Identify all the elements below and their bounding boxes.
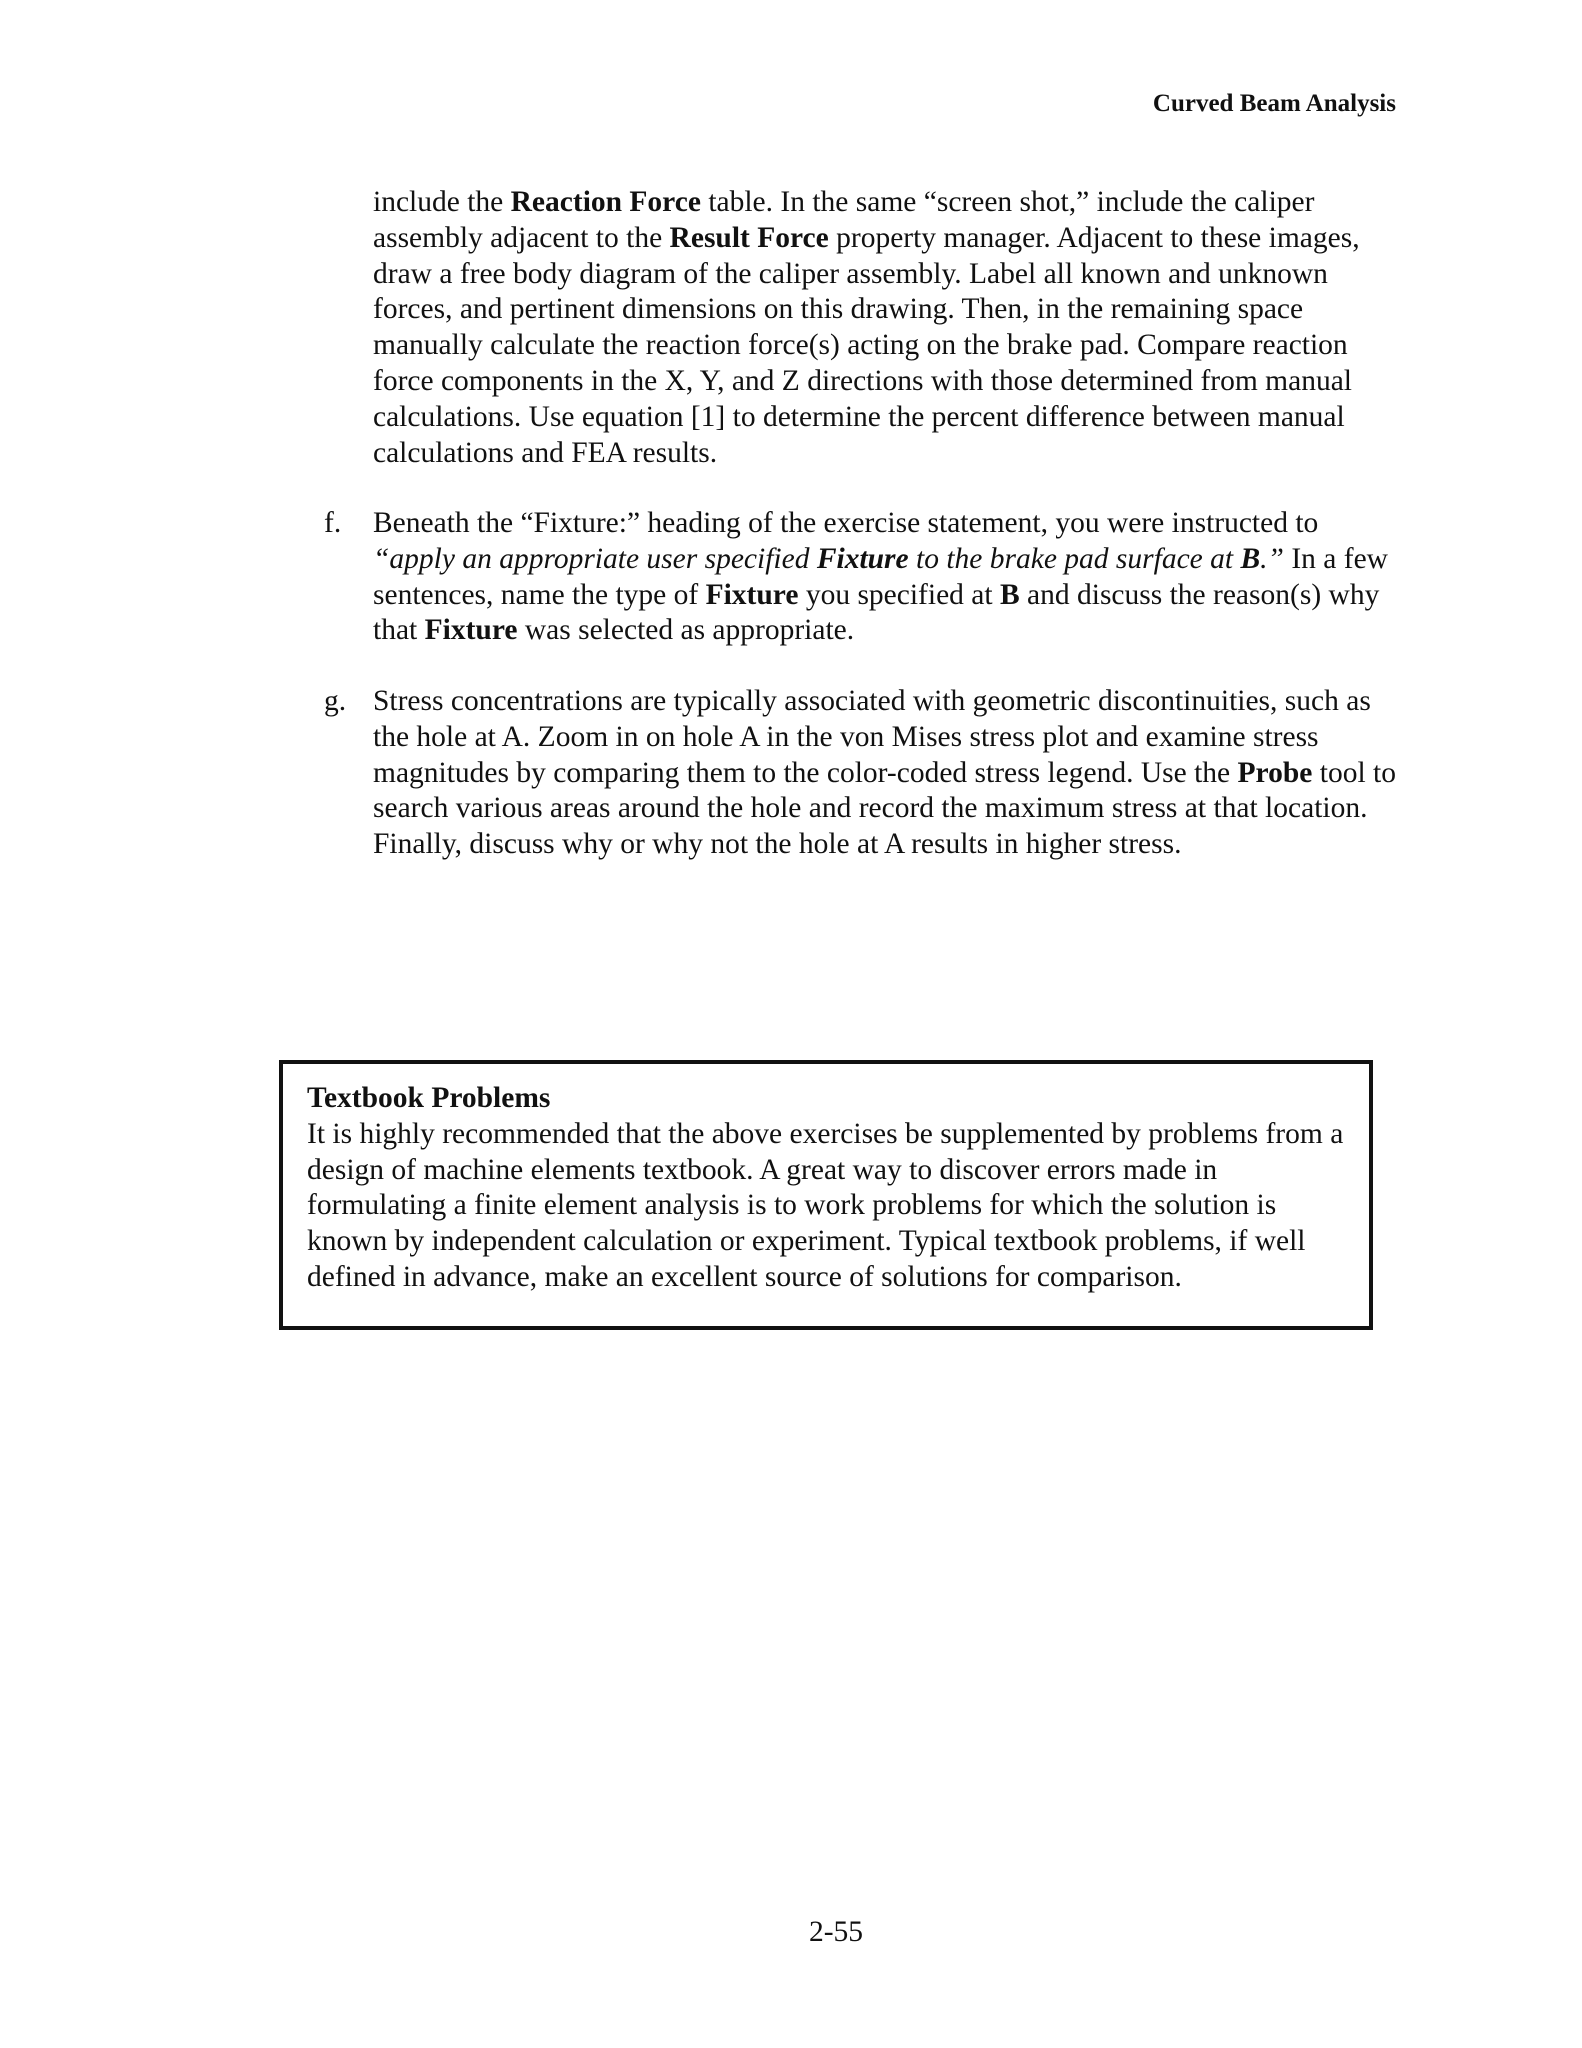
textbook-problems-body: It is highly recommended that the above exercises be supplemented by problems from a design of machine elements textbook. A great way to discover errors made in formulating a finite element analysis is to work problems for which the solution is known by independent calculation or experiment. Typical textbook problems, if well defined in advance, make an excellent source of solutions for comparison. xyxy=(307,1117,1344,1293)
text-run: tool to search various areas around the hole and record the maximum stress at that location. Finally, discuss why or why not the hole at A results in higher stress. xyxy=(373,756,1396,861)
result-force-term: Result Force xyxy=(669,221,829,254)
text-run: and discuss the reason(s) why that xyxy=(373,578,1380,647)
probe-term: Probe xyxy=(1237,756,1313,789)
text-run: property manager. Adjacent to these images, draw a free body diagram of the caliper assembly. Label all known and unknown forces, and pertinent dimensions on this drawing. Then, in the remaining space manually calculate the reaction force(s) acting on the brake pad. Compare reaction force components in the X, Y, and Z directions with those determined from manual calculations. Use equation [1] to determine the percent difference between manual calculations and FEA results. xyxy=(373,221,1360,469)
quoted-instruction: “apply an appropriate user specified Fixture to the brake pad surface at B.” xyxy=(373,542,1284,575)
running-header: Curved Beam Analysis xyxy=(1152,90,1396,117)
list-item-g xyxy=(324,684,1404,863)
page-number: 2-55 xyxy=(808,1916,864,1948)
text-run: Stress concentrations are typically associated with geometric discontinuities, such as the hole at A. Zoom in on hole A in the von Mises stress plot and examine stress magnitudes by comparing them to the color-coded stress legend. Use the xyxy=(373,685,1371,789)
text-run: was selected as appropriate. xyxy=(517,614,855,647)
fixture-term: Fixture xyxy=(705,578,799,611)
text-run: table. In the same “screen shot,” include the caliper assembly adjacent to the xyxy=(373,186,1315,254)
fixture-term: Fixture xyxy=(816,542,909,575)
list-marker-g: g. xyxy=(324,685,347,717)
list-item-g-text xyxy=(373,684,1404,863)
point-b-term: B xyxy=(1240,542,1261,575)
fixture-term: Fixture xyxy=(424,614,518,647)
list-marker-f: f. xyxy=(324,507,342,539)
textbook-problems-title: Textbook Problems xyxy=(307,1082,551,1114)
list-item-f xyxy=(324,506,1404,649)
textbook-problems-box xyxy=(279,1060,1373,1330)
exercise-continuation-paragraph xyxy=(373,185,1403,471)
reaction-force-term: Reaction Force xyxy=(510,186,701,218)
text-run: In a few sentences, name the type of xyxy=(373,542,1388,611)
text-run: Beneath the “Fixture:” heading of the exercise statement, you were instructed to xyxy=(373,507,1319,539)
list-item-f-text xyxy=(373,506,1404,649)
text-run: you specified at xyxy=(798,578,1000,611)
point-b-term: B xyxy=(999,578,1020,611)
text-run: include the xyxy=(373,186,511,218)
